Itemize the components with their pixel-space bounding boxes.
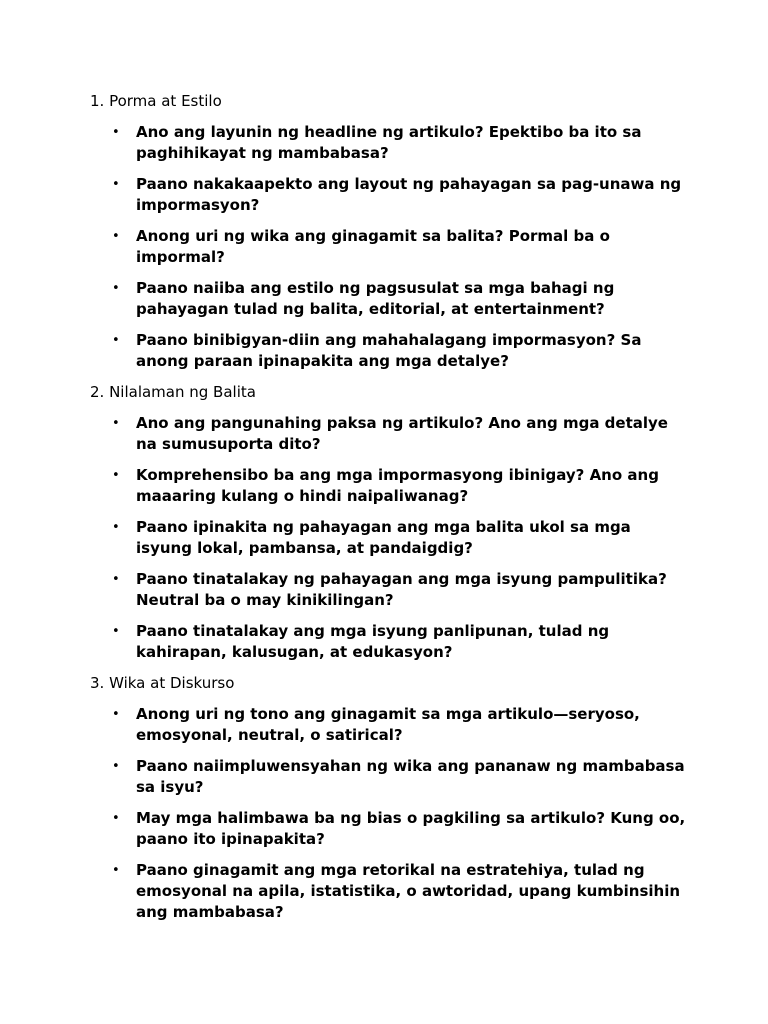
question-text: Paano ginagamit ang mga retorikal na estratehiya, tulad ng emosyonal na apila, istatistika, o awtoridad, upang kumbinsihin ang mambabasa? <box>136 861 681 921</box>
bullet-icon: • <box>112 281 120 296</box>
list-item <box>90 704 690 746</box>
section-heading: 1. Porma at Estilo <box>90 92 222 110</box>
question-text: Paano nakakaapekto ang layout ng pahayagan sa pag-unawa ng impormasyon? <box>136 175 682 214</box>
question-text: May mga halimbawa ba ng bias o pagkiling sa artikulo? Kung oo, paano ito ipinapakita? <box>136 809 686 848</box>
list-item <box>90 756 690 798</box>
list-item <box>90 808 690 850</box>
list-item <box>90 122 690 164</box>
list-item <box>90 860 690 923</box>
list-item <box>90 517 690 559</box>
document-content <box>90 91 690 933</box>
list-item <box>90 174 690 216</box>
question-text: Komprehensibo ba ang mga impormasyong ibinigay? Ano ang maaaring kulang o hindi naipaliwanag? <box>136 466 659 505</box>
list-item <box>90 413 690 455</box>
bullet-icon: • <box>112 177 120 192</box>
bullet-icon: • <box>112 416 120 431</box>
question-text: Paano naiiba ang estilo ng pagsusulat sa mga bahagi ng pahayagan tulad ng balita, editorial, at entertainment? <box>136 279 615 318</box>
list-item <box>90 569 690 611</box>
bullet-icon: • <box>112 468 120 483</box>
section-heading: 3. Wika at Diskurso <box>90 674 235 692</box>
bullet-icon: • <box>112 811 120 826</box>
question-text: Paano tinatalakay ng pahayagan ang mga isyung pampulitika? Neutral ba o may kinikilingan? <box>136 570 667 609</box>
question-text: Ano ang pangunahing paksa ng artikulo? Ano ang mga detalye na sumusuporta dito? <box>136 414 668 453</box>
question-text: Paano tinatalakay ang mga isyung panlipunan, tulad ng kahirapan, kalusugan, at edukasyon? <box>136 622 610 661</box>
bullet-icon: • <box>112 572 120 587</box>
bullet-icon: • <box>112 333 120 348</box>
question-list <box>90 704 690 923</box>
bullet-icon: • <box>112 863 120 878</box>
list-item <box>90 226 690 268</box>
question-text: Paano naiimpluwensyahan ng wika ang pananaw ng mambabasa sa isyu? <box>136 757 685 796</box>
list-item <box>90 465 690 507</box>
question-text: Paano ipinakita ng pahayagan ang mga balita ukol sa mga isyung lokal, pambansa, at pandaigdig? <box>136 518 631 557</box>
question-list <box>90 413 690 663</box>
bullet-icon: • <box>112 624 120 639</box>
question-list <box>90 122 690 372</box>
question-text: Ano ang layunin ng headline ng artikulo? Epektibo ba ito sa paghihikayat ng mambabasa? <box>136 123 642 162</box>
section-nilalaman-ng-balita <box>90 382 690 663</box>
section-porma-at-estilo <box>90 91 690 372</box>
question-text: Paano binibigyan-diin ang mahahalagang impormasyon? Sa anong paraan ipinapakita ang mga detalye? <box>136 331 642 370</box>
list-item <box>90 330 690 372</box>
bullet-icon: • <box>112 520 120 535</box>
bullet-icon: • <box>112 707 120 722</box>
bullet-icon: • <box>112 229 120 244</box>
section-heading: 2. Nilalaman ng Balita <box>90 383 256 401</box>
question-text: Anong uri ng tono ang ginagamit sa mga artikulo—seryoso, emosyonal, neutral, o satirical? <box>136 705 640 744</box>
list-item <box>90 621 690 663</box>
question-text: Anong uri ng wika ang ginagamit sa balita? Pormal ba o impormal? <box>136 227 610 266</box>
bullet-icon: • <box>112 125 120 140</box>
section-wika-at-diskurso <box>90 673 690 923</box>
list-item <box>90 278 690 320</box>
bullet-icon: • <box>112 759 120 774</box>
